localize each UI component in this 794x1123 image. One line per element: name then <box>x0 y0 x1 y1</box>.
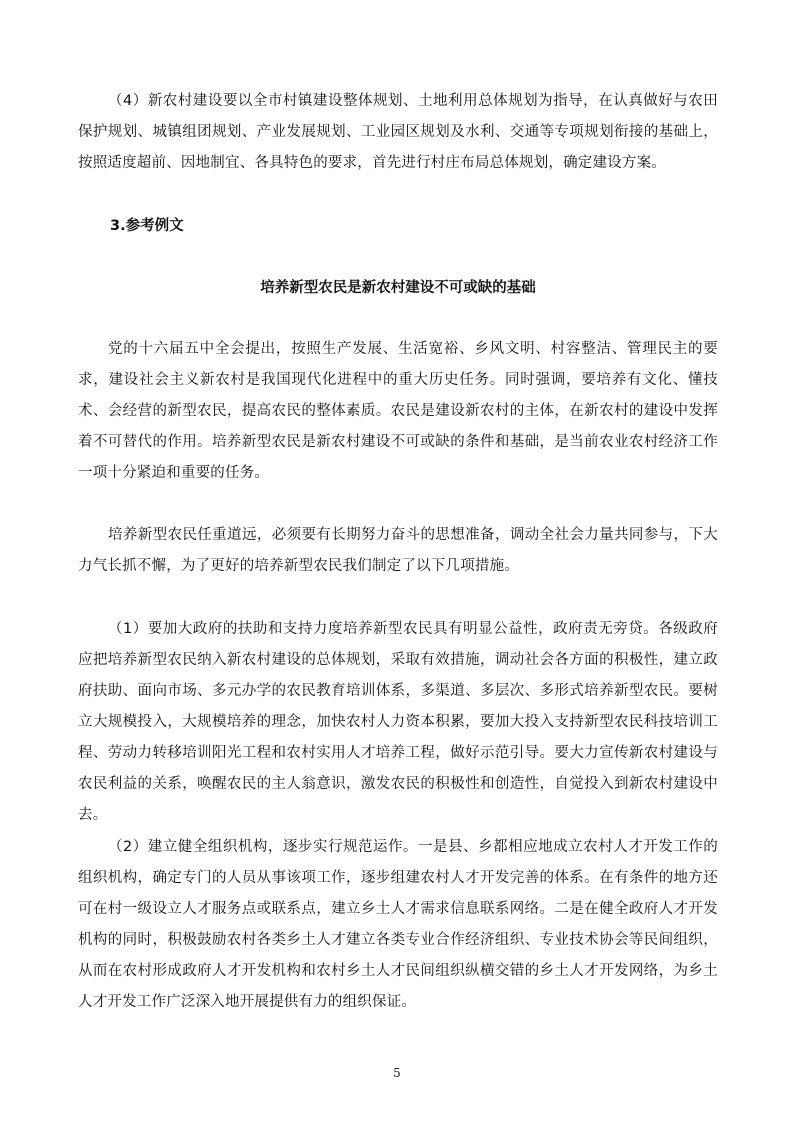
essay-title: 培养新型农民是新农村建设不可或缺的基础 <box>260 280 536 296</box>
paragraph-planning-rule-4: （4）新农村建设要以全市村镇建设整体规划、土地利用总体规划为指导，在认真做好与农田保护规划、城镇组团规划、产业发展规划、工业园区规划及水利、交通等专项规划衔接的基础上，按照适度超前、因地制宜、各具特色的要求，首先进行村庄布局总体规划，确定建设方案。 <box>78 93 718 171</box>
paragraph-measure-2: （2）建立健全组织机构，逐步实行规范运作。一是县、乡都相应地成立农村人才开发工作的组织机构，确定专门的人员从事该项工作，逐步组建农村人才开发完善的体系。在有条件的地方还可在村一级设立人才服务点或联系点，建立乡土人才需求信息联系网络。二是在健全政府人才开发机构的同时，积极鼓励农村各类乡土人才建立各类专业合作经济组织、专业技术协会等民间组织，从而在农村形成政府人才开发机构和农村乡土人才民间组织纵横交错的乡土人才开发网络，为乡土人才开发工作广泛深入地开展提供有力的组织保证。 <box>78 839 718 1010</box>
paragraph-transition: 培养新型农民任重道远，必须要有长期努力奋斗的思想准备，调动全社会力量共同参与，下大力气长抓不懈，为了更好的培养新型农民我们制定了以下几项措施。 <box>78 527 718 574</box>
paragraph-measure-1: （1）要加大政府的扶助和支持力度培养新型农民具有明显公益性，政府责无旁贷。各级政府应把培养新型农民纳入新农村建设的总体规划，采取有效措施，调动社会各方面的积极性，建立政府扶助、面向市场、多元办学的农民教育培训体系，多渠道、多层次、多形式培养新型农民。要树立大规模投入，大规模培养的理念，加快农村人力资本积累，要加大投入支持新型农民科技培训工程、劳动力转移培训阳光工程和农村实用人才培养工程，做好示范引导。要大力宣传新农村建设与农民利益的关系，唤醒农民的主人翁意识，激发农民的积极性和创造性，自觉投入到新农村建设中去。 <box>78 621 718 823</box>
paragraph-intro: 党的十六届五中全会提出，按照生产发展、生活宽裕、乡风文明、村容整洁、管理民主的要求，建设社会主义新农村是我国现代化进程中的重大历史任务。同时强调，要培养有文化、懂技术、会经营的新型农民，提高农民的整体素质。农民是建设新农村的主体，在新农村的建设中发挥着不可替代的作用。培养新型农民是新农村建设不可或缺的条件和基础，是当前农业农村经济工作一项十分紧迫和重要的任务。 <box>78 341 718 481</box>
section-heading: 3.参考例文 <box>110 218 184 234</box>
page-number: 5 <box>393 1066 401 1080</box>
